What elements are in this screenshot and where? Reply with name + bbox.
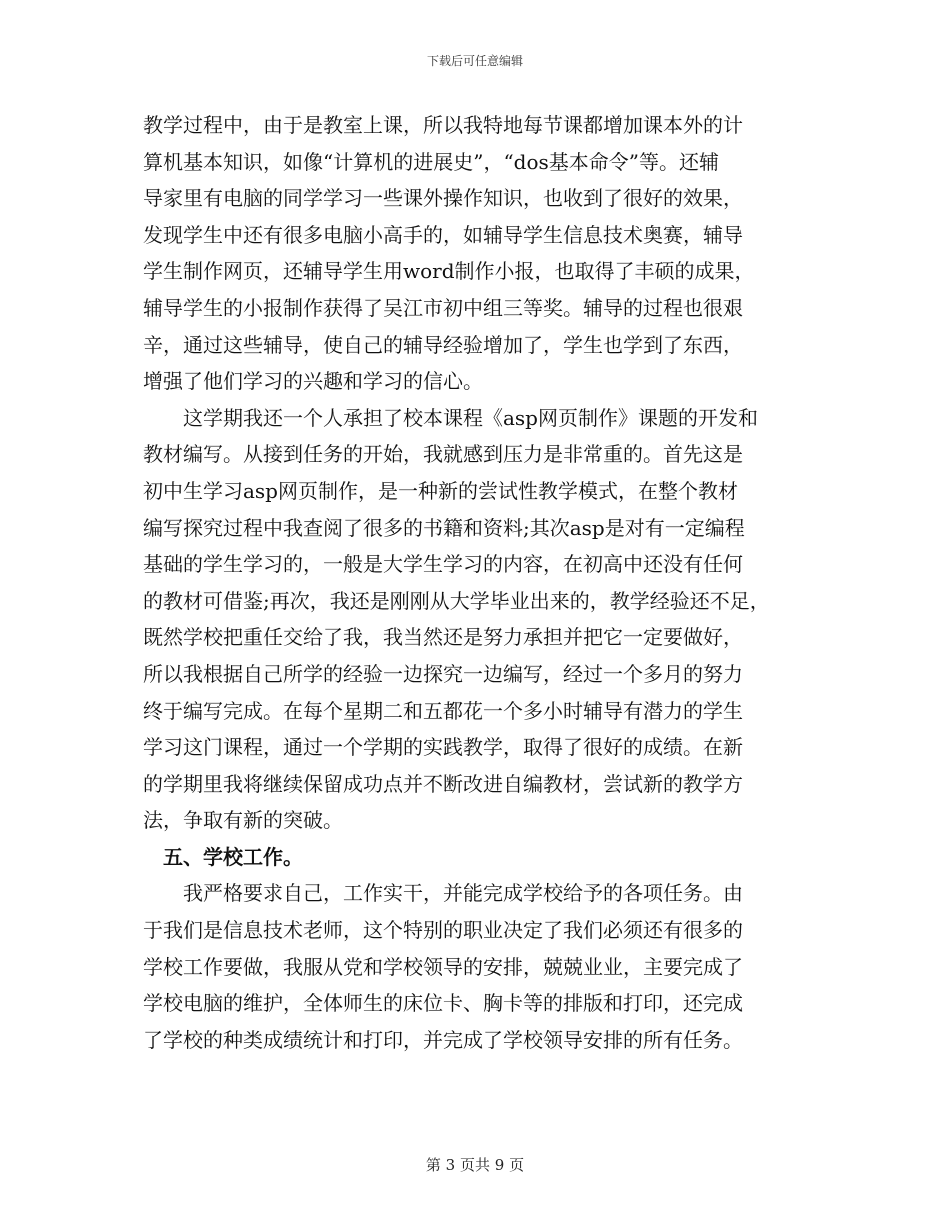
text-line: 发现学生中还有很多电脑小高手的，如辅导学生信息技术奥赛，辅导 [143,222,743,247]
text-line: 辅导学生的小报制作获得了吴江市初中组三等奖。辅导的过程也很艰 [143,295,743,320]
text-line: 算机基本知识，如像“计算机的进展史”，“dos基本命令”等。还辅 [143,149,720,174]
text-line: 初中生学习asp网页制作，是一种新的尝试性教学模式，在整个教材 [143,478,738,503]
text-line: 学生制作网页，还辅导学生用word制作小报，也取得了丰硕的成果， [143,259,755,284]
text-line: 的学期里我将继续保留成功点并不断改进自编教材，尝试新的教学方 [143,771,743,796]
page-header: 下载后可任意编辑 [426,54,523,68]
text-line: 增强了他们学习的兴趣和学习的信心。 [143,369,483,394]
text-line: 的教材可借鉴;再次，我还是刚刚从大学毕业出来的，教学经验还不足， [143,588,770,613]
page-footer: 第 3 页共 9 页 [425,1156,525,1174]
text-line: 所以我根据自己所学的经验一边探究一边编写，经过一个多月的努力 [143,661,743,686]
text-line: 编写探究过程中我查阅了很多的书籍和资料;其次asp是对有一定编程 [143,515,745,540]
text-line: 学校工作要做，我服从党和学校领导的安排，兢兢业业，主要完成了 [143,954,743,979]
text-line: 终于编写完成。在每个星期二和五都花一个多小时辅导有潜力的学生 [143,698,743,723]
text-line: 法，争取有新的突破。 [143,808,343,833]
text-line: 教材编写。从接到任务的开始，我就感到压力是非常重的。首先这是 [143,442,743,467]
text-line: 了学校的种类成绩统计和打印，并完成了学校领导安排的所有任务。 [143,1027,743,1052]
text-line: 基础的学生学习的，一般是大学生学习的内容，在初高中还没有任何 [143,552,743,577]
text-line: 学习这门课程，通过一个学期的实践教学，取得了很好的成绩。在新 [143,735,743,760]
text-line: 我严格要求自己，工作实干，并能完成学校给予的各项任务。由 [143,881,743,906]
text-line: 这学期我还一个人承担了校本课程《asp网页制作》课题的开发和 [143,405,758,430]
text-line: 导家里有电脑的同学学习一些课外操作知识，也收到了很好的效果， [143,186,743,211]
text-line: 于我们是信息技术老师，这个特别的职业决定了我们必须还有很多的 [143,918,743,943]
text-line: 教学过程中，由于是教室上课，所以我特地每节课都增加课本外的计 [143,113,743,137]
text-line: 学校电脑的维护，全体师生的床位卡、胸卡等的排版和打印，还完成 [143,991,743,1016]
document-body [143,110,815,1061]
text-line: 辛，通过这些辅导，使自己的辅导经验增加了，学生也学到了东西， [143,332,743,357]
section-heading: 五、学校工作。 [163,844,303,869]
text-line: 既然学校把重任交给了我，我当然还是努力承担并把它一定要做好， [143,625,743,650]
